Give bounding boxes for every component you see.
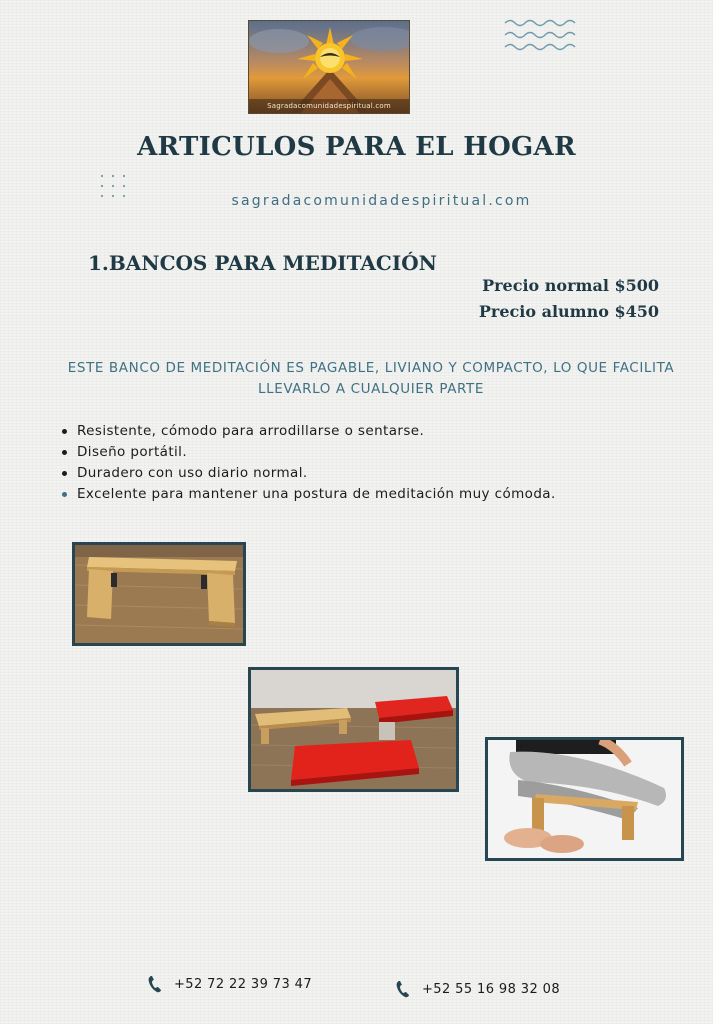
bullet-icon xyxy=(62,471,67,476)
phone-icon xyxy=(148,975,162,993)
list-item xyxy=(60,463,700,484)
site-url: sagradacomunidadespiritual.com xyxy=(231,193,532,209)
bullet-icon xyxy=(62,492,67,497)
list-item xyxy=(60,484,700,505)
decorative-waves-icon xyxy=(503,18,583,54)
person-kneeling-image xyxy=(488,740,681,858)
product-photo-wooden-bench xyxy=(72,542,246,646)
phone-contact-2[interactable] xyxy=(396,980,560,998)
section-title: 1.BANCOS PARA MEDITACIÓN xyxy=(88,251,437,275)
price-student: Precio alumno $450 xyxy=(478,302,659,321)
red-cushion-benches-image xyxy=(251,670,456,789)
list-item xyxy=(60,442,700,463)
wooden-bench-image xyxy=(75,545,243,643)
phone-icon xyxy=(396,980,410,998)
product-description: ESTE BANCO DE MEDITACIÓN ES PAGABLE, LIVIANO Y COMPACTO, LO QUE FACILITA LLEVARLO A CUALQUIER PARTE xyxy=(67,360,675,397)
bullet-icon xyxy=(62,450,67,455)
phone-number: +52 72 22 39 73 47 xyxy=(174,976,313,992)
feature-text: Excelente para mantener una postura de meditación muy cómoda. xyxy=(77,486,556,502)
logo-caption: Sagradacomunidadespiritual.com xyxy=(267,102,391,110)
list-item xyxy=(60,421,700,442)
phone-number: +52 55 16 98 32 08 xyxy=(422,981,561,997)
logo-artwork xyxy=(249,21,410,114)
feature-text: Resistente, cómodo para arrodillarse o sentarse. xyxy=(77,423,425,439)
bullet-icon xyxy=(62,429,67,434)
phone-contact-1[interactable] xyxy=(148,975,312,993)
product-photo-red-cushion-benches xyxy=(248,667,459,792)
page-title: ARTICULOS PARA EL HOGAR xyxy=(137,132,576,162)
logo xyxy=(248,20,410,114)
product-photo-person-kneeling xyxy=(485,737,684,861)
price-normal: Precio normal $500 xyxy=(482,276,659,295)
feature-list xyxy=(60,421,700,505)
feature-text: Diseño portátil. xyxy=(77,444,188,460)
feature-text: Duradero con uso diario normal. xyxy=(77,465,308,481)
